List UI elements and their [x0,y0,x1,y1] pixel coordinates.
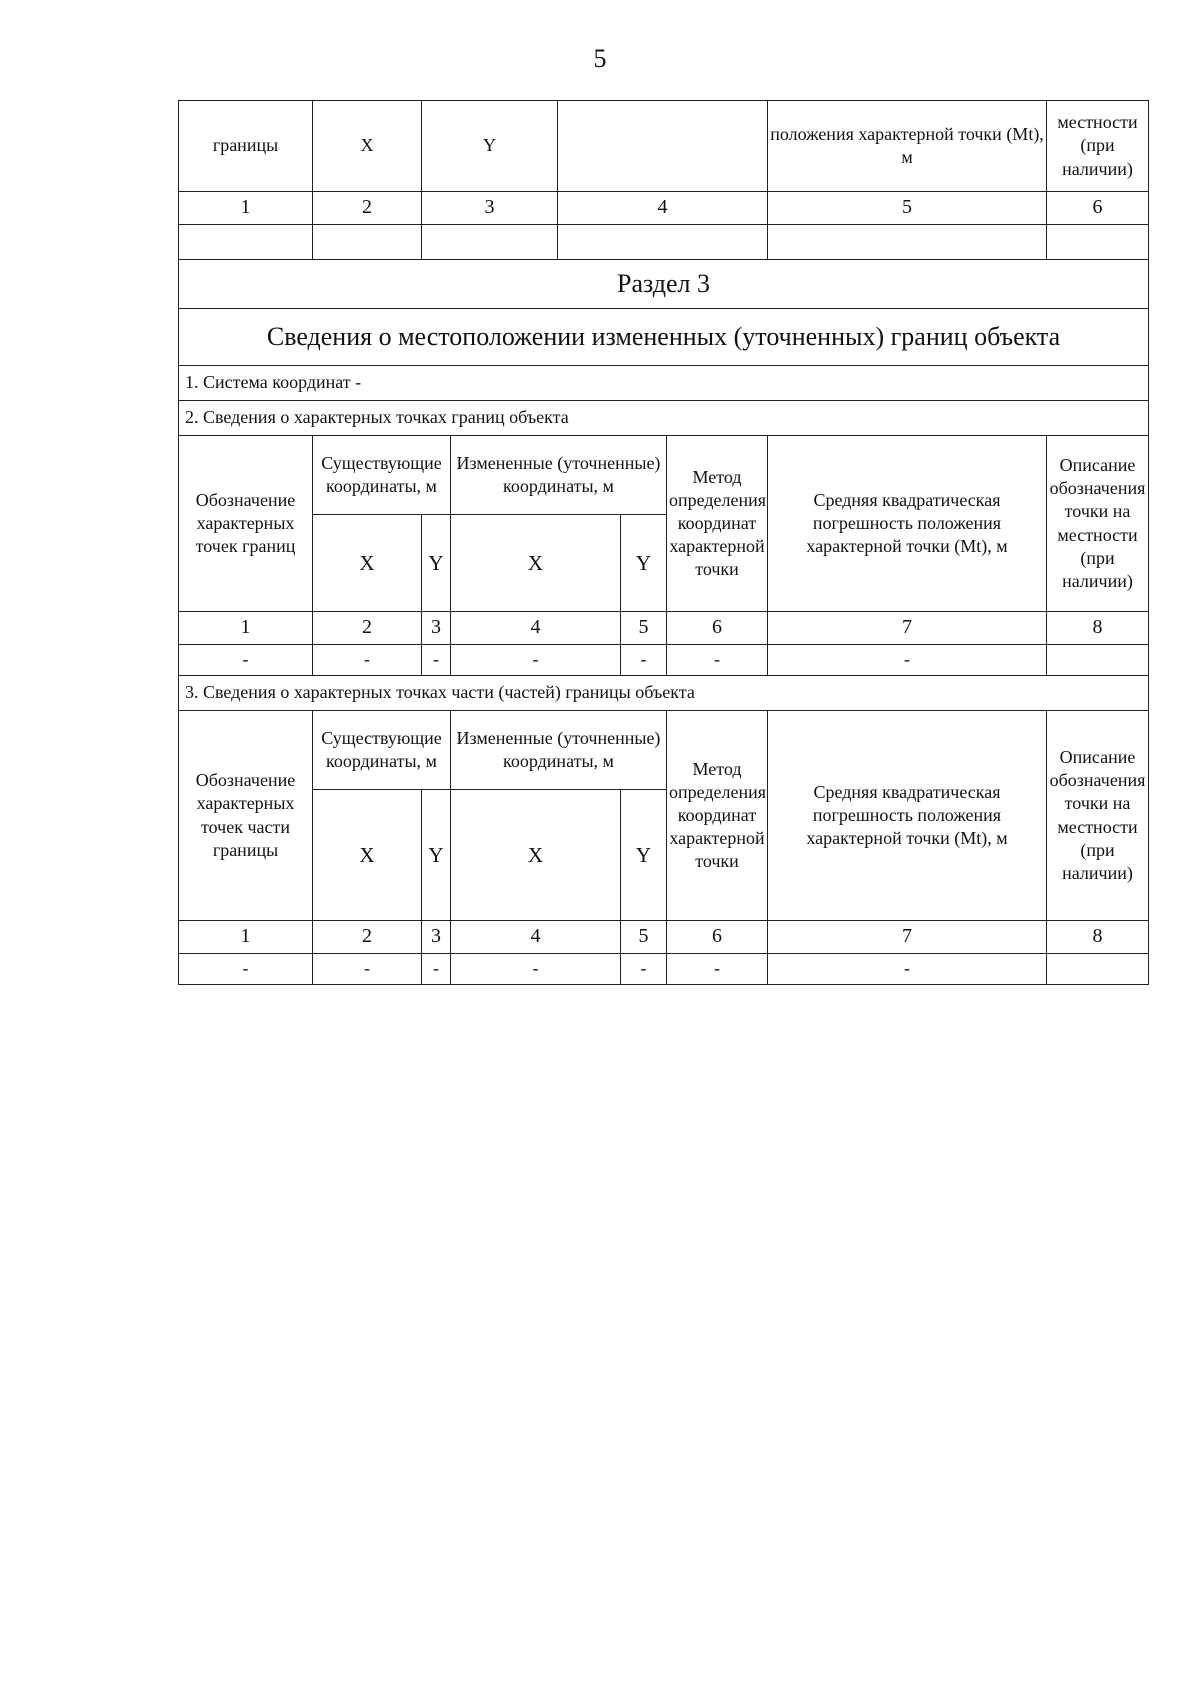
part3-cell: - [422,954,451,985]
part2-num: 7 [768,612,1047,645]
section-title: Раздел 3 [179,260,1149,309]
document-table [178,100,1149,985]
part2-cell: - [768,645,1047,676]
part2-col-existing: Существующие координаты, м [313,436,451,515]
part2-col-error: Средняя квадратическая погрешность положения характерной точки (Mt), м [768,436,1047,612]
part2-changed-y: Y [621,515,667,612]
part3-num: 8 [1047,921,1149,954]
part3-cell: - [667,954,768,985]
part2-existing-y: Y [422,515,451,612]
prev-col-accuracy: положения характерной точки (Mt), м [768,101,1047,192]
part3-num: 5 [621,921,667,954]
part3-num: 3 [422,921,451,954]
part3-col-method: Метод определения координат характерной точки [667,711,768,921]
section-title-row [179,260,1149,309]
part3-col-description: Описание обозначения точки на местности (при наличии) [1047,711,1149,921]
coord-system: 1. Система координат - [179,366,1149,401]
part2-cell: - [621,645,667,676]
prev-col-boundary: границы [179,101,313,192]
part2-num: 3 [422,612,451,645]
prev-num: 1 [179,192,313,225]
part3-existing-x: X [313,790,422,921]
part2-col-changed: Измененные (уточненные) координаты, м [451,436,667,515]
part2-cell: - [179,645,313,676]
coord-system-row [179,366,1149,401]
part3-heading: 3. Сведения о характерных точках части (частей) границы объекта [179,676,1149,711]
part2-header-row [179,436,1149,515]
part3-num: 4 [451,921,621,954]
part2-col-method: Метод определения координат характерной точки [667,436,768,612]
part3-number-row [179,921,1149,954]
part2-cell: - [451,645,621,676]
prev-num: 6 [1047,192,1149,225]
part2-col-designation: Обозначение характерных точек границ [179,436,313,612]
prev-col-y: Y [422,101,558,192]
part2-cell [1047,645,1149,676]
part3-num: 1 [179,921,313,954]
prev-table-number-row [179,192,1149,225]
part2-num: 4 [451,612,621,645]
part2-heading-row [179,401,1149,436]
part2-col-description: Описание обозначения точки на местности (при наличии) [1047,436,1149,612]
part2-num: 2 [313,612,422,645]
part3-existing-y: Y [422,790,451,921]
part2-existing-x: X [313,515,422,612]
prev-table-header-row [179,101,1149,192]
part2-changed-x: X [451,515,621,612]
prev-empty-cell [1047,225,1149,260]
prev-empty-cell [313,225,422,260]
prev-empty-cell [768,225,1047,260]
part2-heading: 2. Сведения о характерных точках границ объекта [179,401,1149,436]
part3-changed-x: X [451,790,621,921]
part3-col-error: Средняя квадратическая погрешность положения характерной точки (Mt), м [768,711,1047,921]
prev-num: 5 [768,192,1047,225]
part3-cell: - [313,954,422,985]
part2-num: 8 [1047,612,1149,645]
part3-cell [1047,954,1149,985]
section-caption-row [179,309,1149,366]
part3-header-row [179,711,1149,790]
part3-cell: - [451,954,621,985]
prev-empty-cell [179,225,313,260]
page-number: 5 [593,44,607,73]
part2-cell: - [422,645,451,676]
part3-cell: - [179,954,313,985]
prev-num: 3 [422,192,558,225]
part3-col-designation: Обозначение характерных точек части границы [179,711,313,921]
part2-num: 1 [179,612,313,645]
part3-changed-y: Y [621,790,667,921]
prev-col-location: местности (при наличии) [1047,101,1149,192]
prev-num: 2 [313,192,422,225]
part3-col-changed: Измененные (уточненные) координаты, м [451,711,667,790]
part3-num: 2 [313,921,422,954]
prev-table-empty-row [179,225,1149,260]
part3-num: 6 [667,921,768,954]
prev-col-x: X [313,101,422,192]
part2-number-row [179,612,1149,645]
prev-num: 4 [558,192,768,225]
part2-data-row [179,645,1149,676]
part3-cell: - [621,954,667,985]
part2-num: 5 [621,612,667,645]
part2-num: 6 [667,612,768,645]
prev-col-4 [558,101,768,192]
part3-num: 7 [768,921,1047,954]
part2-cell: - [313,645,422,676]
part3-cell: - [768,954,1047,985]
part3-col-existing: Существующие координаты, м [313,711,451,790]
part3-heading-row [179,676,1149,711]
part2-cell: - [667,645,768,676]
part3-data-row [179,954,1149,985]
prev-empty-cell [558,225,768,260]
prev-empty-cell [422,225,558,260]
section-caption: Сведения о местоположении измененных (уточненных) границ объекта [179,309,1149,366]
